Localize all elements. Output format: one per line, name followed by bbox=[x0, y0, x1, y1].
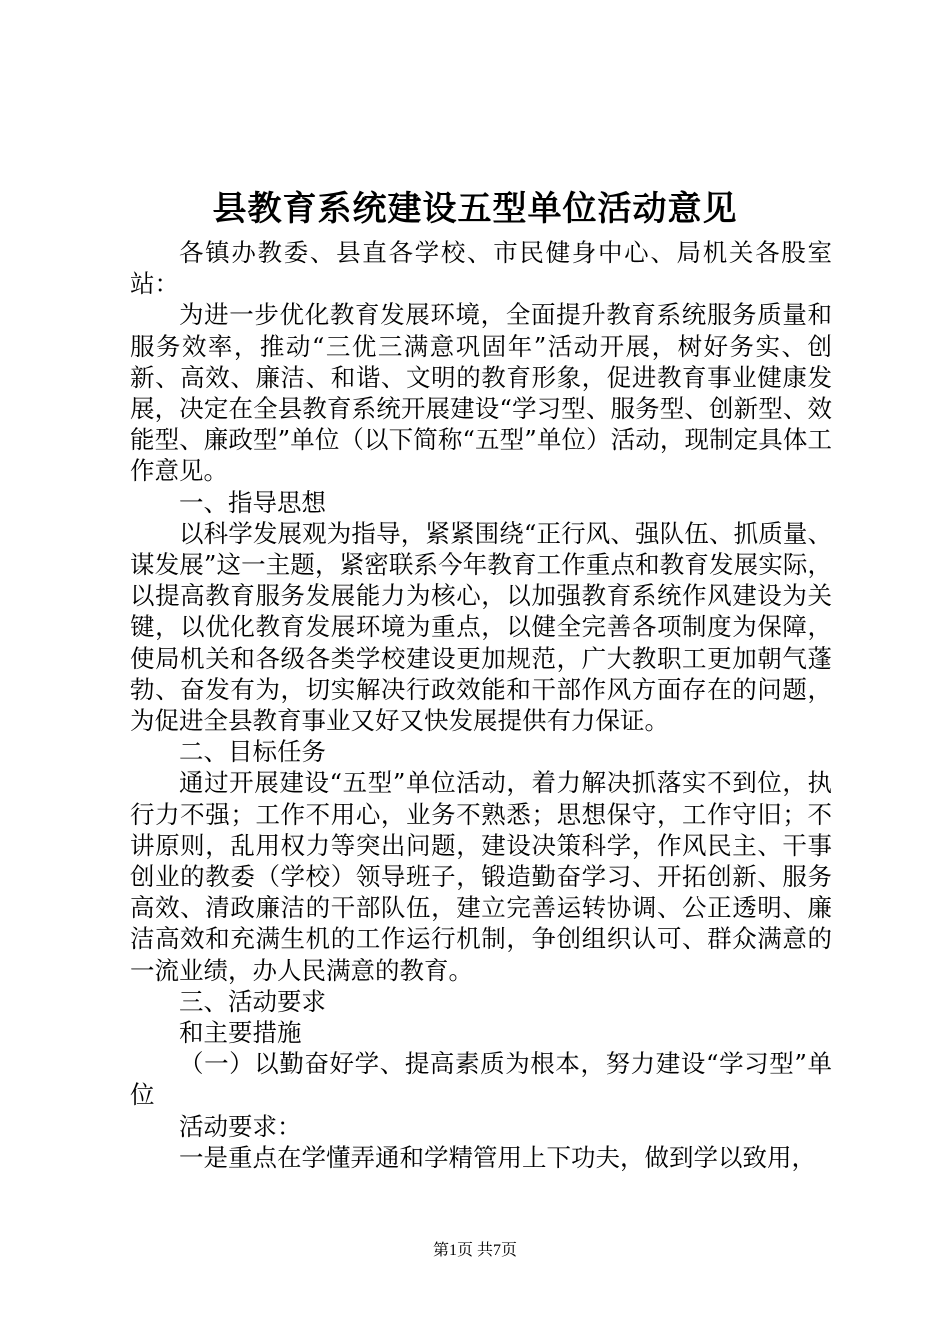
document-title: 县教育系统建设五型单位活动意见 bbox=[212, 189, 738, 229]
section-heading-guiding-ideology: 一、指导思想 bbox=[179, 487, 326, 517]
activity-requirements-label: 活动要求： bbox=[179, 1111, 302, 1141]
section-heading-goals: 二、目标任务 bbox=[179, 737, 326, 767]
requirement-item-one: 一是重点在学懂弄通和学精管用上下功夫，做到学以致用， bbox=[179, 1142, 816, 1172]
intro-paragraph: 为进一步优化教育发展环境，全面提升教育系统服务质量和服务效率，推动“三优三满意巩固年”活动开展，树好务实、创新、高效、廉洁、和谐、文明的教育形象，促进教育事业健康发展，决定在全县教育系统开展建设“学习型、服务型、创新型、效能型、廉政型”单位（以下简称“五型”单位）活动，现制定具体工作意见。 bbox=[130, 300, 832, 486]
salutation-paragraph: 各镇办教委、县直各学校、市民健身中心、局机关各股室站： bbox=[130, 238, 832, 299]
page-number-footer: 第1页 共7页 bbox=[432, 1242, 517, 1259]
subsection-heading-learning: （一）以勤奋好学、提高素质为根本，努力建设“学习型”单位 bbox=[130, 1049, 832, 1110]
guiding-ideology-paragraph: 以科学发展观为指导，紧紧围绕“正行风、强队伍、抓质量、谋发展”这一主题，紧密联系今年教育工作重点和教育发展实际，以提高教育服务发展能力为核心，以加强教育系统作风建设为关键，以优化教育发展环境为重点，以健全完善各项制度为保障，使局机关和各级各类学校建设更加规范，广大教职工更加朝气蓬勃、奋发有为，切实解决行政效能和干部作风方面存在的问题，为促进全县教育事业又好又快发展提供有力保证。 bbox=[130, 518, 832, 736]
goals-paragraph: 通过开展建设“五型”单位活动，着力解决抓落实不到位，执行力不强；工作不用心，业务不熟悉；思想保守，工作守旧；不讲原则，乱用权力等突出问题，建设决策科学，作风民主、干事创业的教委（学校）领导班子，锻造勤奋学习、开拓创新、服务高效、清政廉洁的干部队伍，建立完善运转协调、公正透明、廉洁高效和充满生机的工作运行机制，争创组织认可、群众满意的一流业绩，办人民满意的教育。 bbox=[130, 768, 832, 985]
section-heading-measures: 和主要措施 bbox=[179, 1018, 302, 1048]
document-body bbox=[130, 237, 832, 1173]
section-heading-requirements: 三、活动要求 bbox=[179, 986, 326, 1016]
